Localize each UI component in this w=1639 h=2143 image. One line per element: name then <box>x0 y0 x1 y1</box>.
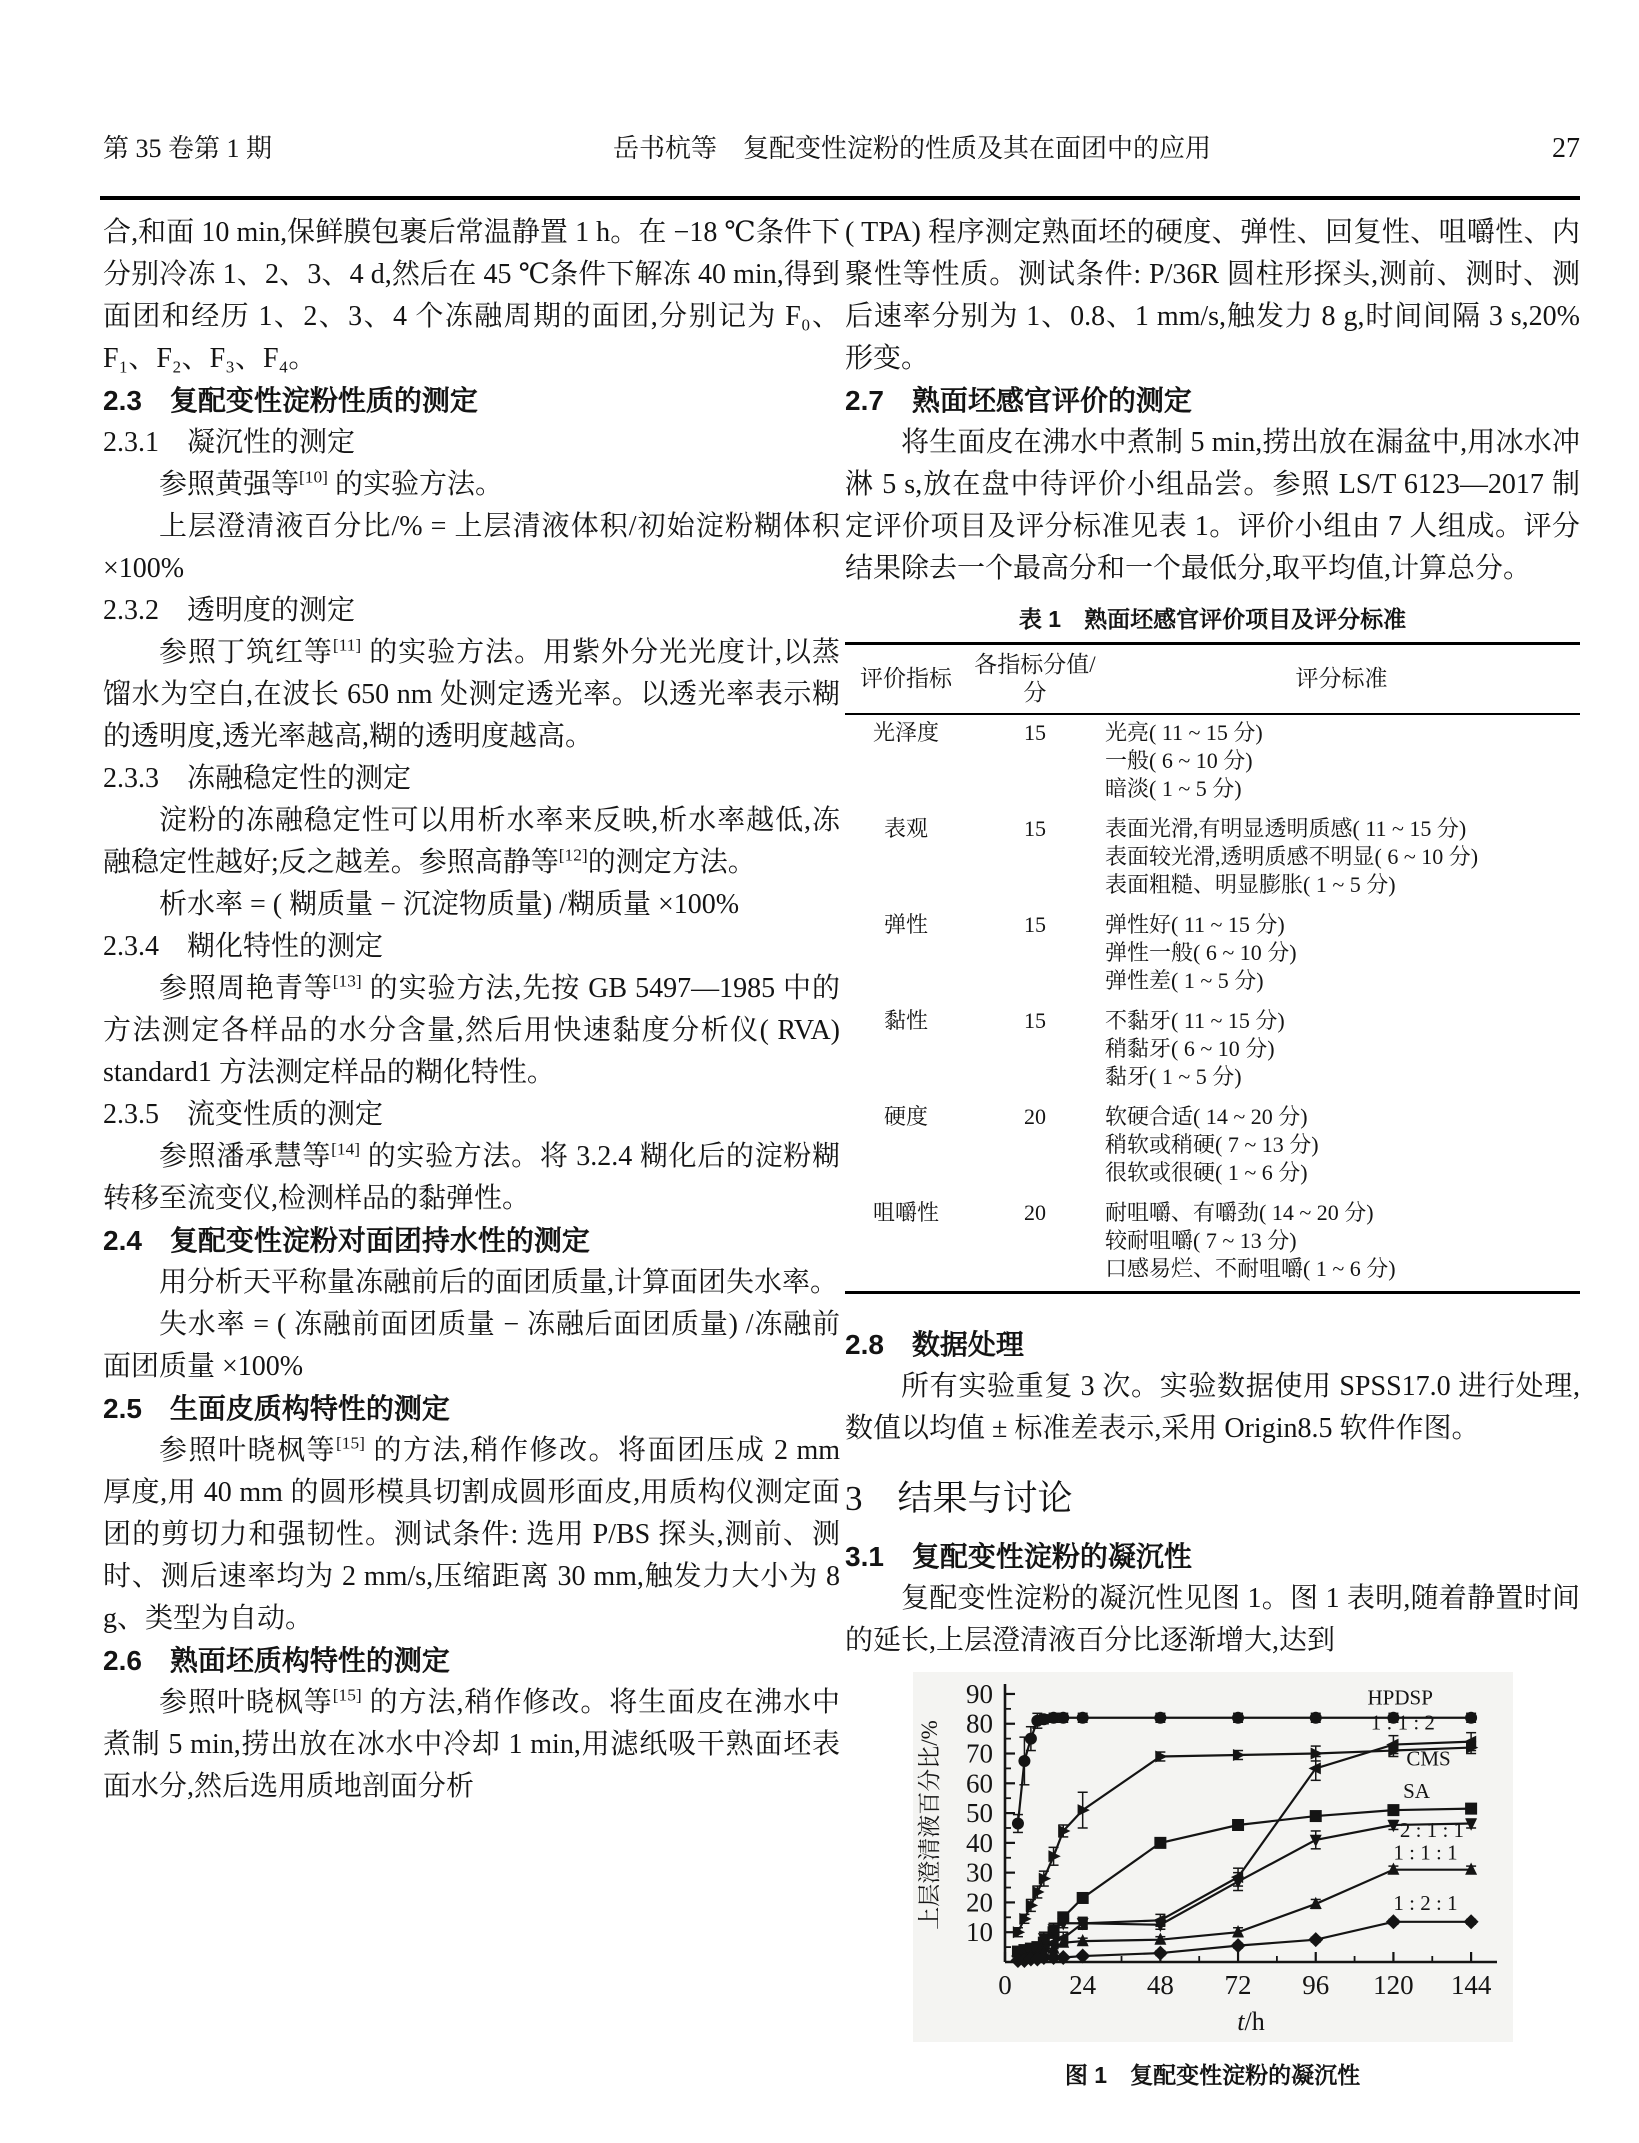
paragraph: 用分析天平称量冻融前后的面团质量,计算面团失水率。 <box>159 1267 839 1298</box>
paragraph: 参照潘承慧等[14] 的实验方法。将 3.2.4 糊化后的淀粉糊转移至流变仪,检测样品的黏弹性。 <box>103 1139 840 1214</box>
paragraph: 参照丁筑红等[11] 的实验方法。用紫外分光光度计,以蒸馏水为空白,在波长 650 nm 处测定透光率。以透光率表示糊的透明度,透光率越高,糊的透明度越高。 <box>103 635 840 752</box>
section-heading: 2.6 熟面坯质构特性的测定 <box>103 1645 450 1676</box>
svg-text:80: 80 <box>965 1708 993 1739</box>
score-cell: 15 <box>1024 1008 1046 1033</box>
section-heading: 3 结果与讨论 <box>845 1479 1073 1518</box>
indicator-cell: 咀嚼性 <box>872 1200 939 1225</box>
section-heading: 2.5 生面皮质构特性的测定 <box>103 1393 450 1424</box>
paragraph: 将生面皮在沸水中煮制 5 min,捞出放在漏盆中,用冰水冲淋 5 s,放在盘中待评价小组品尝。参照 LS/T 6123—2017 制定评价项目及评分标准见表 1。评价小组由 7 人组成。评分结果除去一个最高分和一个最低分,取平均值,计算总分。 <box>845 427 1580 584</box>
figure-1 <box>913 1672 1513 2096</box>
header-rule <box>100 196 1580 200</box>
figure-1-caption: 图 1 复配变性淀粉的凝沉性 <box>1064 2062 1361 2088</box>
svg-text:SA: SA <box>1402 1779 1430 1804</box>
sensory-evaluation-table <box>845 642 1580 1294</box>
paragraph: 参照周艳青等[13] 的实验方法,先按 GB 5497—1985 中的方法测定各样品的水分含量,然后用快速黏度分析仪( RVA) standard1 方法测定样品的糊化特性。 <box>103 971 840 1088</box>
section-heading: 2.3.1 凝沉性的测定 <box>103 427 356 458</box>
svg-text:60: 60 <box>965 1768 993 1799</box>
section-heading: 2.3.3 冻融稳定性的测定 <box>103 763 412 794</box>
journal-issue: 第 35 卷第 1 期 <box>103 134 273 163</box>
score-cell: 15 <box>1024 912 1046 937</box>
section-heading: 3.1 复配变性淀粉的凝沉性 <box>845 1541 1192 1572</box>
score-cell: 20 <box>1024 1104 1046 1129</box>
criteria-cell: 不黏牙( 11 ~ 15 分) 稍黏牙( 6 ~ 10 分) 黏牙( 1 ~ 5 分) <box>1105 1008 1285 1089</box>
sedimentation-line-chart <box>913 1672 1513 2042</box>
svg-text:0: 0 <box>997 1970 1012 2000</box>
criteria-cell: 光亮( 11 ~ 15 分) 一般( 6 ~ 10 分) 暗淡( 1 ~ 5 分) <box>1105 720 1263 801</box>
svg-text:40: 40 <box>965 1827 993 1858</box>
right-column-top-text <box>845 212 1580 590</box>
paragraph: 所有实验重复 3 次。实验数据使用 SPSS17.0 进行处理,数值以均值 ± 标准差表示,采用 Origin8.5 软件作图。 <box>845 1371 1580 1444</box>
section-heading: 2.3.2 透明度的测定 <box>103 595 356 626</box>
table-1-caption: 表 1 熟面坯感官评价项目及评分标准 <box>1018 606 1407 632</box>
svg-text:30: 30 <box>965 1857 993 1888</box>
svg-text:120: 120 <box>1372 1970 1414 2000</box>
section-heading: 2.3.4 糊化特性的测定 <box>103 931 384 962</box>
section-heading: 2.3.5 流变性质的测定 <box>103 1099 384 1130</box>
score-cell: 15 <box>1024 720 1046 745</box>
indicator-cell: 光泽度 <box>872 720 939 745</box>
indicator-cell: 表观 <box>883 816 928 841</box>
indicator-cell: 硬度 <box>883 1104 928 1129</box>
svg-text:50: 50 <box>965 1798 993 1829</box>
criteria-cell: 表面光滑,有明显透明质感( 11 ~ 15 分) 表面较光滑,透明质感不明显( 6 ~ 10 分) 表面粗糙、明显膨胀( 1 ~ 5 分) <box>1105 816 1479 897</box>
paragraph: 复配变性淀粉的凝沉性见图 1。图 1 表明,随着静置时间的延长,上层澄清液百分比逐渐增大,达到 <box>845 1583 1580 1656</box>
table-1 <box>845 604 1580 1294</box>
paragraph: 合,和面 10 min,保鲜膜包裹后常温静置 1 h。在 −18 ℃条件下分别冷冻 1、2、3、4 d,然后在 45 ℃条件下解冻 40 min,得到面团和经历 1、2、3、4 个冻融周期的面团,分别记为 F₀、F₁、F₂、F₃、F₄。 <box>103 217 840 374</box>
section-heading: 2.8 数据处理 <box>845 1329 1024 1360</box>
running-title: 岳书杭等 复配变性淀粉的性质及其在面团中的应用 <box>613 134 1212 163</box>
table-row <box>845 811 1580 907</box>
indicator-cell: 弹性 <box>883 912 928 937</box>
svg-text:上层澄清液百分比/%: 上层澄清液百分比/% <box>916 1720 942 1930</box>
table-header-cell: 评价指标 <box>845 644 967 715</box>
table-row <box>845 1003 1580 1099</box>
section-heading: 2.4 复配变性淀粉对面团持水性的测定 <box>103 1225 590 1256</box>
table-row <box>845 1099 1580 1195</box>
svg-text:CMS: CMS <box>1405 1746 1451 1771</box>
paragraph: 参照黄强等[10] 的实验方法。 <box>159 467 503 500</box>
section-heading: 2.7 熟面坯感官评价的测定 <box>845 385 1192 416</box>
paragraph: 析水率 = ( 糊质量 − 沉淀物质量) /糊质量 ×100% <box>159 889 740 920</box>
score-cell: 20 <box>1024 1200 1046 1225</box>
svg-text:70: 70 <box>965 1738 993 1769</box>
svg-text:90: 90 <box>965 1678 993 1709</box>
score-cell: 15 <box>1024 816 1046 841</box>
svg-text:t/h: t/h <box>1236 2007 1265 2036</box>
table-header-cell: 各指标分值/分 <box>967 644 1103 715</box>
criteria-cell: 弹性好( 11 ~ 15 分) 弹性一般( 6 ~ 10 分) 弹性差( 1 ~ 5 分) <box>1105 912 1297 993</box>
paragraph: ( TPA) 程序测定熟面坯的硬度、弹性、回复性、咀嚼性、内聚性等性质。测试条件: P/36R 圆柱形探头,测前、测时、测后速率分别为 1、0.8、1 mm/s,触发力 8 g,时间间隔 3 s,20%形变。 <box>845 217 1580 374</box>
svg-text:HPDSP: HPDSP <box>1367 1685 1433 1710</box>
table-header-cell: 评分标准 <box>1103 644 1580 715</box>
table-header-row <box>845 644 1580 715</box>
table-row <box>845 714 1580 811</box>
criteria-cell: 耐咀嚼、有嚼劲( 14 ~ 20 分) 较耐咀嚼( 7 ~ 13 分) 口感易烂、不耐咀嚼( 1 ~ 6 分) <box>1105 1200 1396 1281</box>
criteria-cell: 软硬合适( 14 ~ 20 分) 稍软或稍硬( 7 ~ 13 分) 很软或很硬( 1 ~ 6 分) <box>1105 1104 1319 1185</box>
svg-text:1 : 1 : 2: 1 : 1 : 2 <box>1370 1710 1435 1735</box>
svg-text:20: 20 <box>965 1887 993 1918</box>
svg-text:72: 72 <box>1224 1970 1252 2000</box>
svg-text:2 : 1 : 1: 2 : 1 : 1 <box>1399 1817 1464 1842</box>
svg-text:144: 144 <box>1450 1970 1491 2000</box>
paragraph: 上层澄清液百分比/% = 上层清液体积/初始淀粉糊体积 ×100% <box>103 511 840 584</box>
svg-text:48: 48 <box>1146 1970 1174 2000</box>
paragraph: 失水率 = ( 冻融前面团质量 − 冻融后面团质量) /冻融前面团质量 ×100% <box>103 1309 840 1382</box>
svg-text:96: 96 <box>1301 1970 1329 2000</box>
paragraph: 淀粉的冻融稳定性可以用析水率来反映,析水率越低,冻融稳定性越好;反之越差。参照高静等[12]的测定方法。 <box>103 805 840 878</box>
right-column-mid-text <box>845 1324 1580 1662</box>
svg-text:1 : 1 : 1: 1 : 1 : 1 <box>1392 1840 1458 1865</box>
paragraph: 参照叶晓枫等[15] 的方法,稍作修改。将面团压成 2 mm 厚度,用 40 mm 的圆形模具切割成圆形面皮,用质构仪测定面团的剪切力和强韧性。测试条件: 选用 P/BS 探头,测前、测时、测后速率均为 2 mm/s,压缩距离 30 mm,触发力大小为 8 g、类型为自动。 <box>103 1433 840 1634</box>
page-header <box>103 128 1580 165</box>
table-row <box>845 907 1580 1003</box>
indicator-cell: 黏性 <box>883 1008 928 1033</box>
svg-text:1 : 2 : 1: 1 : 2 : 1 <box>1392 1890 1458 1915</box>
table-row <box>845 1195 1580 1293</box>
svg-text:24: 24 <box>1068 1970 1096 2000</box>
paragraph: 参照叶晓枫等[15] 的方法,稍作修改。将生面皮在沸水中煮制 5 min,捞出放在冰水中冷却 1 min,用滤纸吸干熟面坯表面水分,然后选用质地剖面分析 <box>103 1685 840 1802</box>
page-number: 27 <box>1552 133 1580 164</box>
section-heading: 2.3 复配变性淀粉性质的测定 <box>103 385 478 416</box>
left-column <box>103 212 840 1808</box>
svg-text:10: 10 <box>965 1917 993 1948</box>
right-column <box>845 212 1580 2096</box>
